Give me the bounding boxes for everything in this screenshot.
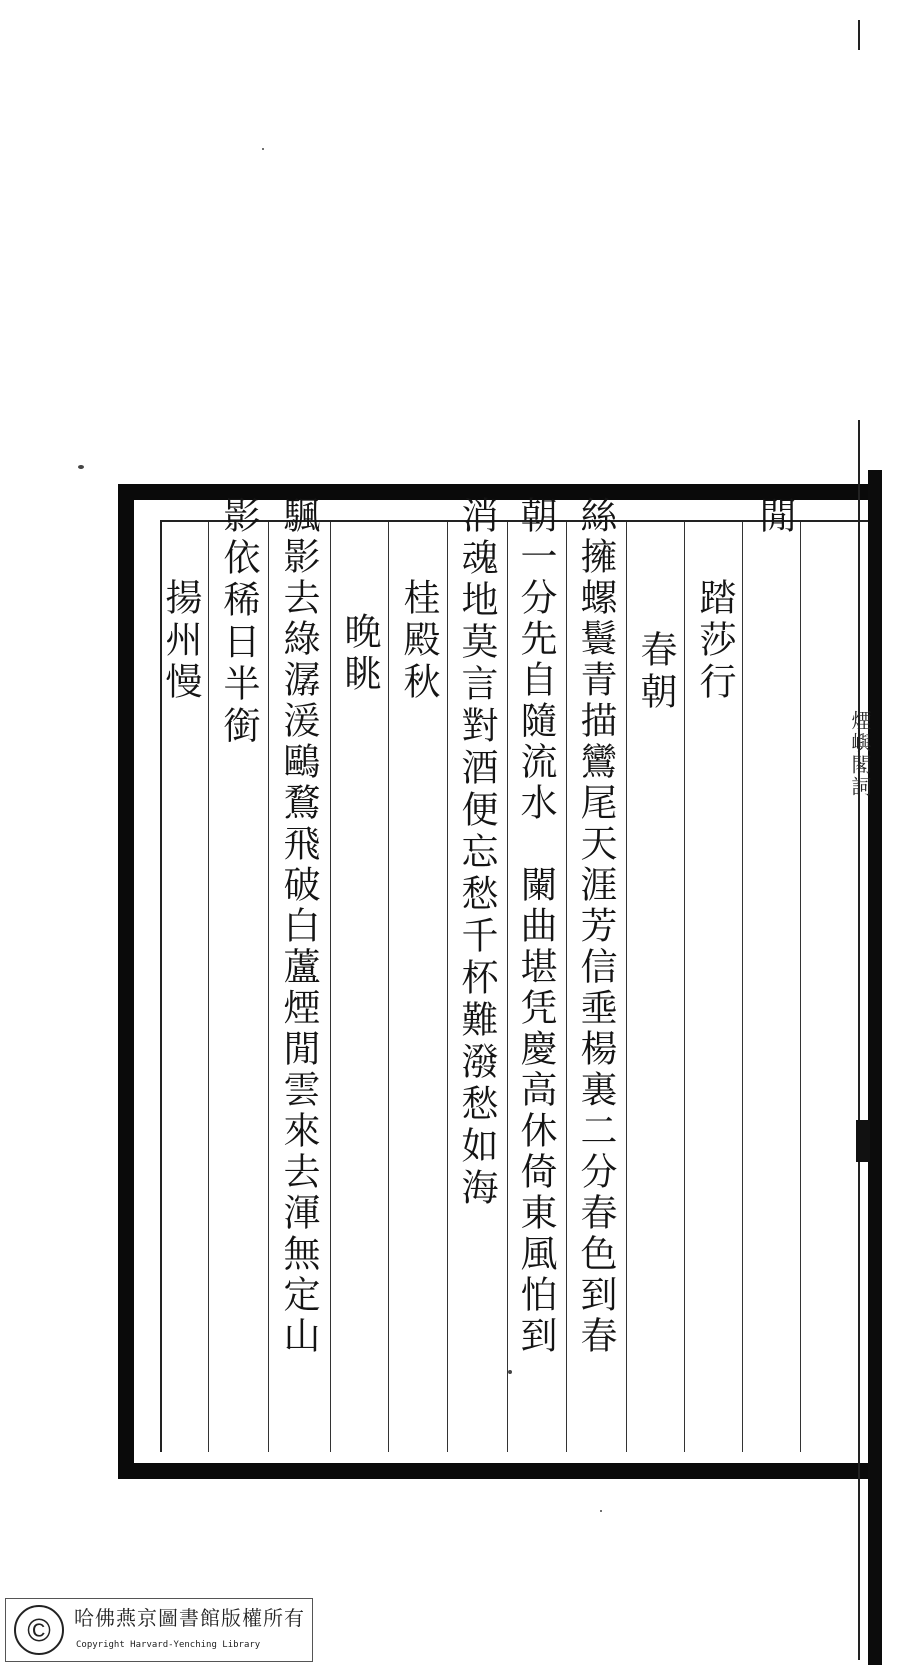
fold-line: [858, 420, 860, 1660]
copyright-icon: ©: [14, 1605, 64, 1655]
column-rule: [566, 522, 567, 1452]
copyright-stamp: [5, 1598, 313, 1662]
fold-title: 煙嶼閣詞: [848, 710, 872, 798]
copyright-chinese: 哈佛燕京圖書館版權所有: [74, 1606, 305, 1630]
column-rule: [268, 522, 269, 1452]
text-column: 春朝: [634, 630, 677, 714]
text-column: 絲擁螺鬟青描鸞尾天涯芳信埀楊裏二分春色到春: [574, 496, 617, 1357]
fold-fishtail-mark: [856, 1120, 870, 1162]
column-rule: [208, 522, 209, 1452]
column-rule: [742, 522, 743, 1452]
text-column: 桂殿秋: [397, 578, 440, 704]
scan-speck: [262, 148, 264, 150]
column-rule: [388, 522, 389, 1452]
text-column: 踏莎行: [693, 578, 736, 704]
column-rule: [626, 522, 627, 1452]
scan-speck: [600, 1510, 602, 1512]
column-rule: [507, 522, 508, 1452]
fold-strip: [868, 470, 882, 1665]
text-column: 朝一分先自隨流水 闌曲堪凭慶高休倚東風怕到: [514, 496, 557, 1357]
column-rule: [330, 522, 331, 1452]
column-rule: [447, 522, 448, 1452]
text-column: 晚眺: [338, 612, 381, 696]
text-column: 消魂地莫言對酒便忘愁千杯難潑愁如海: [455, 496, 498, 1210]
copyright-english: Copyright Harvard-Yenching Library: [76, 1640, 261, 1650]
scan-speck: [78, 465, 84, 469]
text-column: 揚州慢: [159, 578, 202, 704]
text-column: 颿影去綠潺湲鷗鶩飛破白蘆煙閒雲來去渾無定山: [277, 496, 320, 1357]
column-rule: [684, 522, 685, 1452]
text-column: 閒: [753, 496, 796, 538]
fold-line: [858, 20, 860, 50]
scan-speck: [508, 1370, 512, 1374]
text-column: 影依稀日半銜: [217, 496, 260, 748]
column-rule: [800, 522, 801, 1452]
